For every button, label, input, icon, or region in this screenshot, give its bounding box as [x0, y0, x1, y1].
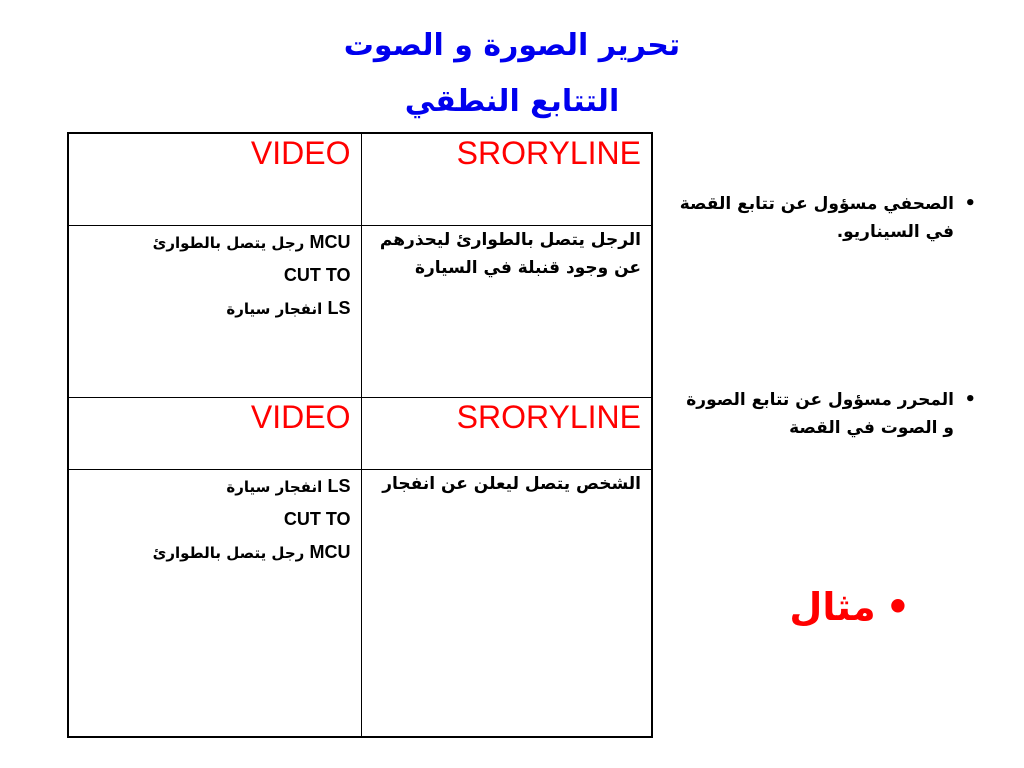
shot-description: انفجار سيارة — [226, 477, 323, 496]
video-header-cell — [68, 397, 361, 469]
example-label — [760, 585, 910, 629]
shot-line — [79, 470, 351, 503]
bullet-icon: • — [885, 585, 910, 629]
shot-line — [79, 536, 351, 569]
slide-title-line-1: تحرير الصورة و الصوت — [343, 28, 681, 63]
bullet-icon: • — [964, 389, 976, 410]
table-header-row — [68, 133, 652, 225]
shot-type: MCU — [309, 231, 351, 252]
video-header: VIDEO — [250, 135, 351, 171]
bullet-item — [676, 386, 976, 442]
storyline-header-cell — [361, 133, 652, 225]
slide-title-line-2: التتابع النطقي — [404, 84, 620, 119]
video-header: VIDEO — [250, 398, 351, 435]
bullet-text: الصحفي مسؤول عن تتابع القصة في السيناريو. — [679, 194, 954, 242]
shot-type: CUT TO — [283, 264, 351, 285]
shot-line — [79, 292, 351, 325]
bullet-icon: • — [964, 193, 976, 214]
bullet-text: المحرر مسؤول عن تتابع الصورة و الصوت في القصة — [686, 390, 954, 438]
shot-description: رجل يتصل بالطوارئ — [152, 233, 305, 252]
storyline-header: SRORYLINE — [456, 398, 641, 435]
storyline-header-cell — [361, 397, 652, 469]
storyline-table — [67, 132, 653, 738]
storyline-cell — [361, 225, 652, 397]
video-cell — [68, 225, 361, 397]
shot-type: LS — [327, 475, 351, 496]
video-header-cell — [68, 133, 361, 225]
bullet-list — [676, 190, 976, 442]
storyline-header: SRORYLINE — [456, 135, 641, 171]
storyline-text: الشخص يتصل ليعلن عن انفجار — [382, 473, 641, 494]
shot-description: انفجار سيارة — [226, 299, 323, 318]
shot-line — [79, 259, 351, 292]
bullet-item — [676, 190, 976, 246]
shot-line — [79, 503, 351, 536]
shot-type: MCU — [309, 541, 351, 562]
table-header-row — [68, 397, 652, 469]
video-cell — [68, 469, 361, 737]
storyline-cell — [361, 469, 652, 737]
table-row — [68, 225, 652, 397]
storyline-text: الرجل يتصل بالطوارئ ليحذرهم عن وجود قنبلة في السيارة — [379, 229, 641, 278]
example-text: مثال — [789, 585, 876, 629]
shot-description: رجل يتصل بالطوارئ — [152, 543, 305, 562]
table-row — [68, 469, 652, 737]
shot-line — [79, 226, 351, 259]
shot-type: CUT TO — [283, 508, 351, 529]
shot-type: LS — [327, 297, 351, 318]
